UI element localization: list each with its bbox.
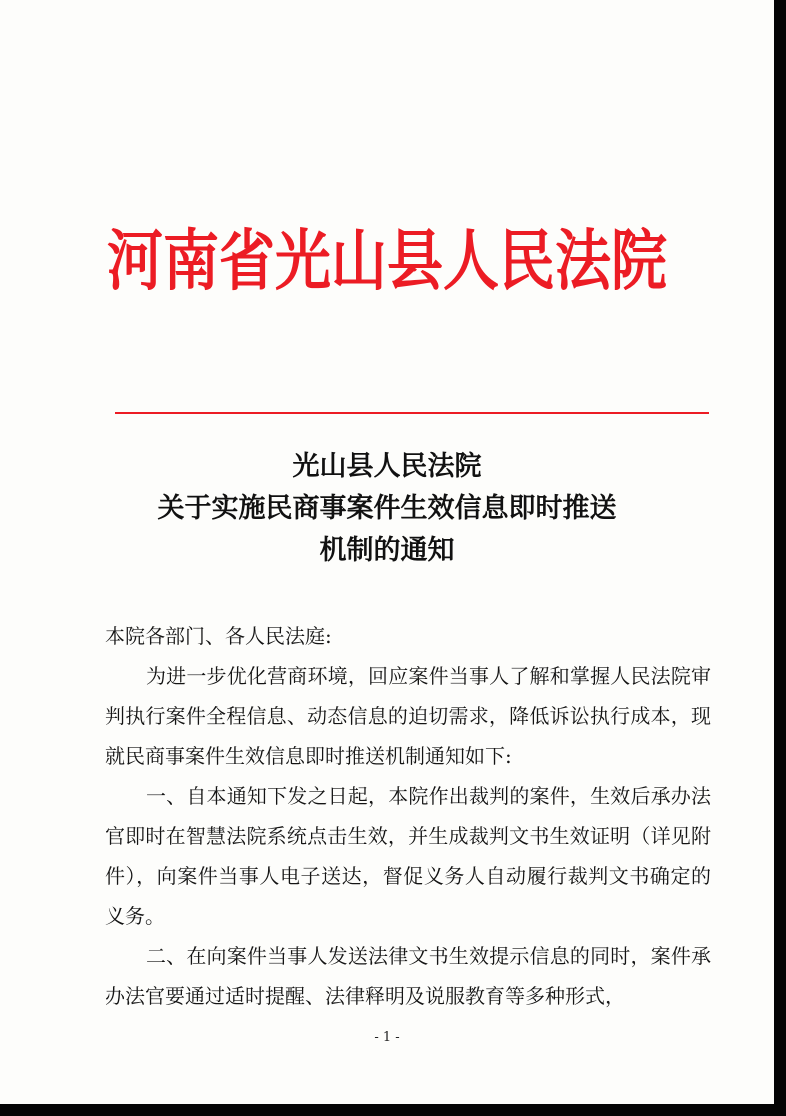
- paragraph-item-2: 二、在向案件当事人发送法律文书生效提示信息的同时，案件承办法官要通过适时提醒、法律释明及说服教育等多种形式，: [105, 944, 711, 1008]
- paragraph-item-1: 一、自本通知下发之日起，本院作出裁判的案件，生效后承办法官即时在智慧法院系统点击生效，并生成裁判文书生效证明（详见附件），向案件当事人电子送达，督促义务人自动履行裁判文书确定的义务。: [105, 784, 711, 928]
- notice-title: [0, 446, 774, 572]
- paragraph-intro: 为进一步优化营商环境，回应案件当事人了解和掌握人民法院审判执行案件全程信息、动态信息的迫切需求，降低诉讼执行成本，现就民商事案件生效信息即时推送机制通知如下:: [105, 664, 711, 768]
- page-number: - 1 -: [374, 1030, 400, 1045]
- title-line-3: 机制的通知: [319, 535, 455, 566]
- scan-border-right: [774, 0, 786, 1116]
- issuer-masthead: 河南省光山县人民法院: [107, 222, 667, 300]
- red-separator-line: [115, 412, 709, 414]
- notice-body: [105, 616, 711, 1016]
- salutation: 本院各部门、各人民法庭:: [105, 624, 332, 648]
- scan-border-bottom: [0, 1104, 786, 1116]
- title-line-2: 关于实施民商事案件生效信息即时推送: [157, 493, 617, 524]
- title-line-1: 光山县人民法院: [292, 451, 482, 482]
